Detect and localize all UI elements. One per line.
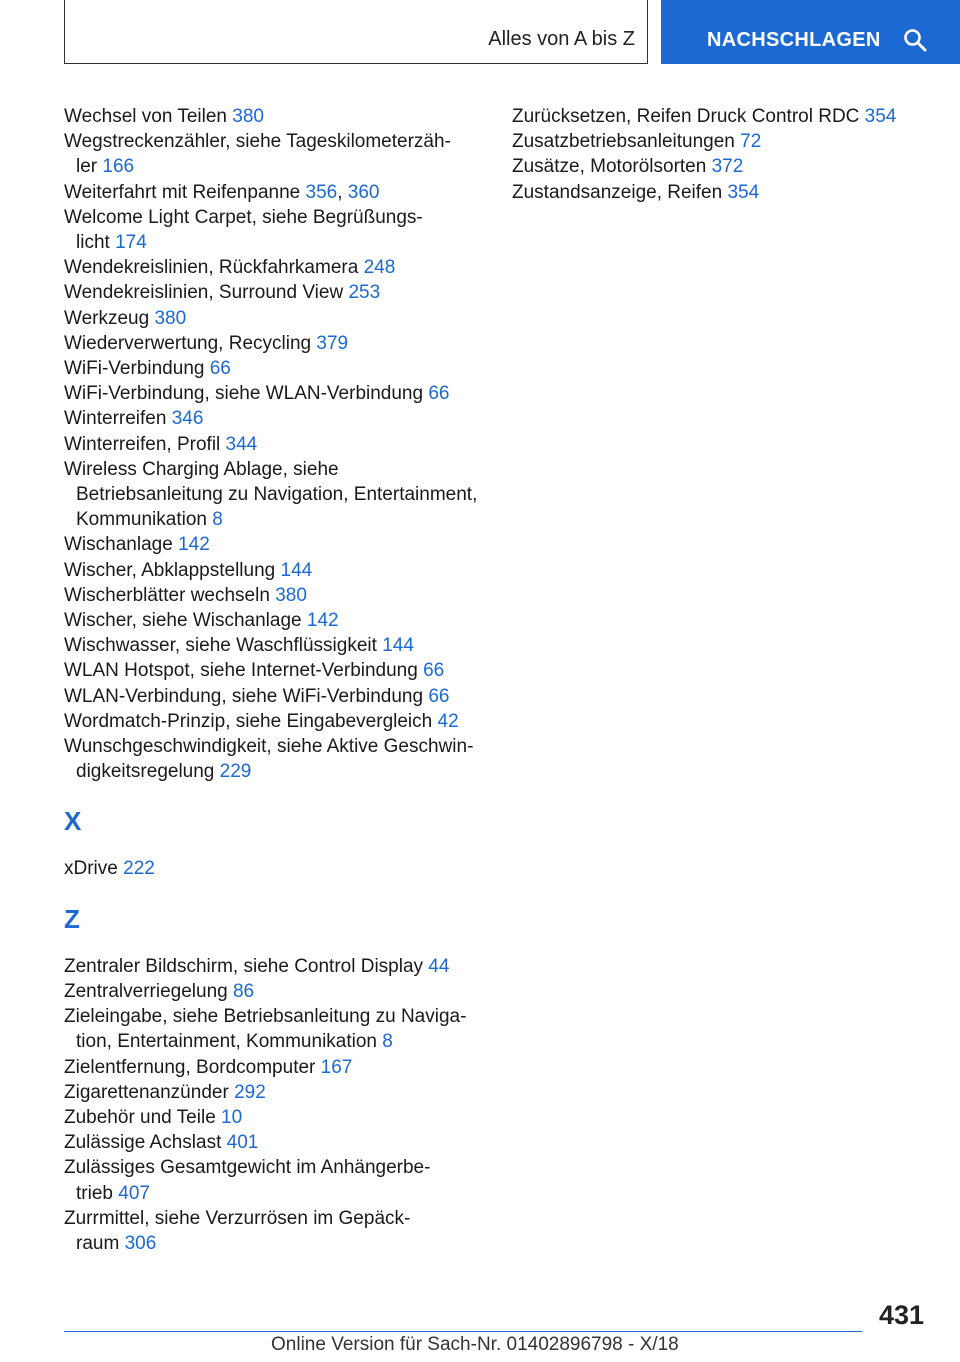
page-link[interactable]: 144 [382,635,414,657]
page-separator: , [337,181,348,203]
index-entry [512,180,922,205]
nav-label: NACHSCHLAGEN [707,28,881,51]
page-link[interactable]: 380 [232,106,264,127]
page-link[interactable]: 144 [280,559,313,581]
index-entry-text: Wireless Charging Ablage, siehe Betriebsanleitung zu Navigation, Entertainment, Kommunikation [64,458,478,531]
index-entry [64,406,484,431]
index-entry [64,734,484,784]
index-entry [64,1004,484,1054]
page-link[interactable]: 372 [711,156,744,178]
index-entry-text: Zieleingabe, siehe Betriebsanleitung zu Naviga- tion, Entertainment, Kommunikation [64,1006,467,1053]
page-link[interactable]: 354 [727,181,760,203]
index-entry [64,255,484,280]
page-link[interactable]: 292 [234,1081,266,1103]
page-link[interactable]: 142 [178,534,210,556]
index-column-right [512,104,922,205]
footer-divider [64,1331,862,1332]
index-entry [64,129,484,179]
index-entry-text: Welcome Light Carpet, siehe Begrüßungs- licht [64,206,423,254]
page-link[interactable]: 401 [226,1132,259,1154]
page-link[interactable]: 380 [154,307,187,329]
index-letter-heading: Z [64,903,80,934]
page-link[interactable]: 306 [124,1232,157,1254]
index-entry-text: Wendekreislinien, Rückfahrkamera [64,257,364,279]
page-link[interactable]: 248 [363,257,396,279]
page-link[interactable]: 167 [320,1056,353,1078]
page-link[interactable]: 66 [428,383,450,405]
index-entry [64,381,484,406]
page-link[interactable]: 356 [305,181,338,203]
page-link[interactable]: 72 [740,131,762,153]
index-entry-text: WiFi-Verbindung, siehe WLAN-Verbindung [64,383,429,405]
index-entry-text: WiFi-Verbindung [64,358,210,380]
index-entry [64,558,484,583]
index-entry-text: Zusatzbetriebsanleitungen [512,131,741,153]
index-entry-text: Zentralverriegelung [64,980,233,1002]
page-link[interactable]: 380 [275,584,307,606]
index-letter-heading: X [64,806,82,837]
page-link[interactable]: 229 [219,761,252,783]
index-entry-text: Winterreifen [64,408,172,430]
index-entry-text: Wunschgeschwindigkeit, siehe Aktive Geschwin- digkeitsregelung [64,736,474,783]
index-entry [64,432,484,457]
index-entry-text: Wiederverwertung, Recycling [64,332,317,354]
page-link[interactable]: 360 [347,181,380,203]
page-link[interactable]: 142 [306,610,339,632]
index-entry [64,658,484,683]
page-link[interactable]: 8 [382,1031,393,1053]
nav-tab-nachschlagen[interactable] [661,0,960,64]
page-link[interactable]: 354 [864,106,897,127]
page-link[interactable]: 42 [437,710,459,732]
page-link[interactable]: 44 [428,955,450,977]
page-link[interactable]: 174 [115,232,147,254]
page-link[interactable]: 222 [123,858,155,880]
index-entry-text: Winterreifen, Profil [64,433,226,455]
index-entry-text: WLAN-Verbindung, siehe WiFi-Verbindung [64,685,429,707]
index-entry [64,280,484,305]
page-link[interactable]: 253 [348,282,381,304]
index-entry [64,1206,484,1256]
page-link[interactable]: 66 [428,685,450,707]
index-entry [64,1105,484,1130]
index-entry [64,104,484,129]
online-version-text: Online Version für Sach-Nr. 01402896798 - X/18 [271,1334,679,1355]
page-link[interactable]: 86 [232,980,255,1002]
page-link[interactable]: 379 [316,332,349,354]
index-entry-text: Zulässiges Gesamtgewicht im Anhängerbe- trieb [64,1157,431,1204]
index-entry [64,1130,484,1155]
index-entry-text: Zulässige Achslast [64,1132,227,1154]
index-entry [64,180,484,205]
index-entry-text: Wischwasser, siehe Waschflüssigkeit [64,635,383,657]
index-entry-text: xDrive [64,858,124,880]
page-number: 431 [878,1300,924,1330]
index-entry [64,532,484,557]
index-entry [64,608,484,633]
index-entry-text: Weiterfahrt mit Reifenpanne [64,181,306,203]
index-entry-text: Zustandsanzeige, Reifen [512,181,728,203]
index-entry [64,205,484,255]
index-entry [64,633,484,658]
index-entry-text: Wischanlage [64,534,179,556]
section-title: Alles von A bis Z [488,28,635,50]
index-entry-text: Zurrmittel, siehe Verzurrösen im Gepäck- raum [64,1207,411,1254]
index-entry-text: Zentraler Bildschirm, siehe Control Display [64,955,429,977]
index-entry [64,1155,484,1205]
index-entry-text: Wechsel von Teilen [64,106,233,127]
index-entry-text: Wordmatch-Prinzip, siehe Eingabevergleich [64,710,438,732]
index-entry [64,1055,484,1080]
index-entry [512,154,922,179]
index-entry [64,954,484,979]
index-entry-text: WLAN Hotspot, siehe Internet-Verbindung [64,660,424,682]
index-entry-text: Wischer, siehe Wischanlage [64,610,307,632]
index-column-left [64,104,484,1256]
index-entry [64,356,484,381]
index-entry-text: Wendekreislinien, Surround View [64,282,349,304]
page-link[interactable]: 346 [171,408,204,430]
index-entry-text: Wischer, Abklappstellung [64,559,281,581]
index-entry [64,306,484,331]
header-box [64,0,648,64]
index-entry-text: Zigarettenanzünder [64,1081,235,1103]
page-link[interactable]: 166 [102,156,135,178]
index-entry [64,331,484,356]
index-entry [64,709,484,734]
page-link[interactable]: 10 [221,1106,243,1128]
page-link[interactable]: 407 [118,1182,150,1204]
page-link[interactable]: 66 [209,358,231,380]
index-entry-text: Zubehör und Teile [64,1106,222,1128]
index-entry [512,104,922,129]
index-entry [512,129,922,154]
page-link[interactable]: 66 [423,660,445,682]
index-entry [64,583,484,608]
index-entry [64,684,484,709]
index-entry-text: Zielentfernung, Bordcomputer [64,1056,321,1078]
search-icon[interactable] [903,28,927,52]
index-entry [64,1080,484,1105]
page-link[interactable]: 8 [212,509,223,531]
index-entry-text: Wischerblätter wechseln [64,584,276,606]
index-entry-text: Zusätze, Motorölsorten [512,156,712,178]
index-entry-text: Wegstreckenzähler, siehe Tageskilometerzäh- ler [64,131,451,178]
index-entry-text: Werkzeug [64,307,155,329]
index-entry [64,856,484,881]
index-entry [64,979,484,1004]
index-entry-text: Zurücksetzen, Reifen Druck Control RDC [512,106,865,127]
index-entry [64,457,484,533]
page-link[interactable]: 344 [225,433,258,455]
